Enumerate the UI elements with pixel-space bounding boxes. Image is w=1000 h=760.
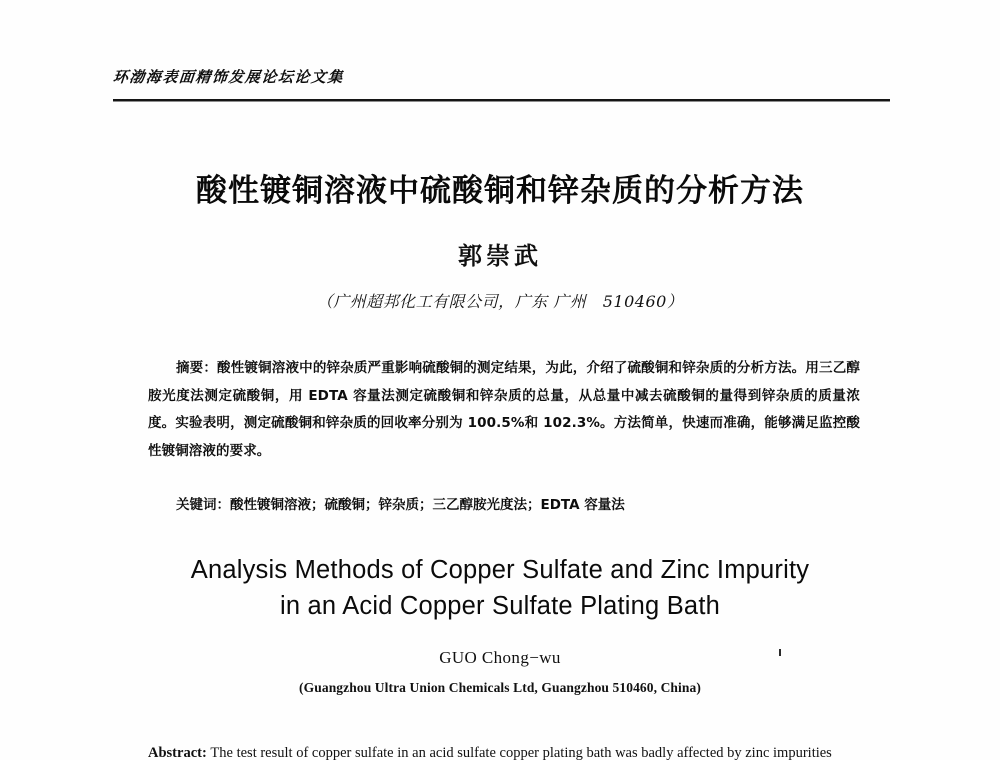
english-paper-title [0,552,1000,624]
chinese-affiliation: （广州超邦化工有限公司，广东 广州 510460） [316,292,684,311]
english-abstract-label: Abstract: [148,745,207,760]
chinese-author-name: 郭崇武 [458,241,542,270]
english-affiliation: (Guangzhou Ultra Union Chemicals Ltd, Guangzhou 510460, China) [299,680,701,695]
english-abstract-clipped [148,742,888,760]
english-title-line-2: in an Acid Copper Sulfate Plating Bath [280,592,720,620]
running-header-title: 环渤海表面精饰发展论坛论文集 [112,68,345,86]
chinese-keywords-body: 酸性镀铜溶液；硫酸铜；锌杂质；三乙醇胺光度法；EDTA 容量法 [230,497,625,513]
chinese-keywords-label: 关键词： [176,497,230,513]
english-abstract-line-1: The test result of copper sulfate in an acid sulfate copper plating bath was badly affected by zinc impurities [210,745,832,760]
chinese-abstract [148,355,860,465]
chinese-abstract-body: 酸性镀铜溶液中的锌杂质严重影响硫酸铜的测定结果，为此，介绍了硫酸铜和锌杂质的分析方法。用三乙醇胺光度法测定硫酸铜，用 EDTA 容量法测定硫酸铜和锌杂质的总量，从总量中减去硫酸铜的量得到锌杂质的质量浓度。实验表明，测定硫酸铜和锌杂质的回收率分别为 100.5%和 102.3%。方法简单，快速而准确，能够满足监控酸性镀铜溶液的要求。 [148,360,860,459]
scan-artifact-speck [779,649,781,656]
chinese-abstract-label: 摘要： [176,360,218,376]
english-author-name: GUO Chong−wu [439,648,561,667]
english-title-line-1: Analysis Methods of Copper Sulfate and Zinc Impurity [190,556,810,584]
chinese-paper-title: 酸性镀铜溶液中硫酸铜和锌杂质的分析方法 [196,173,804,209]
chinese-keywords [148,492,860,518]
header-divider-rule [113,99,890,101]
